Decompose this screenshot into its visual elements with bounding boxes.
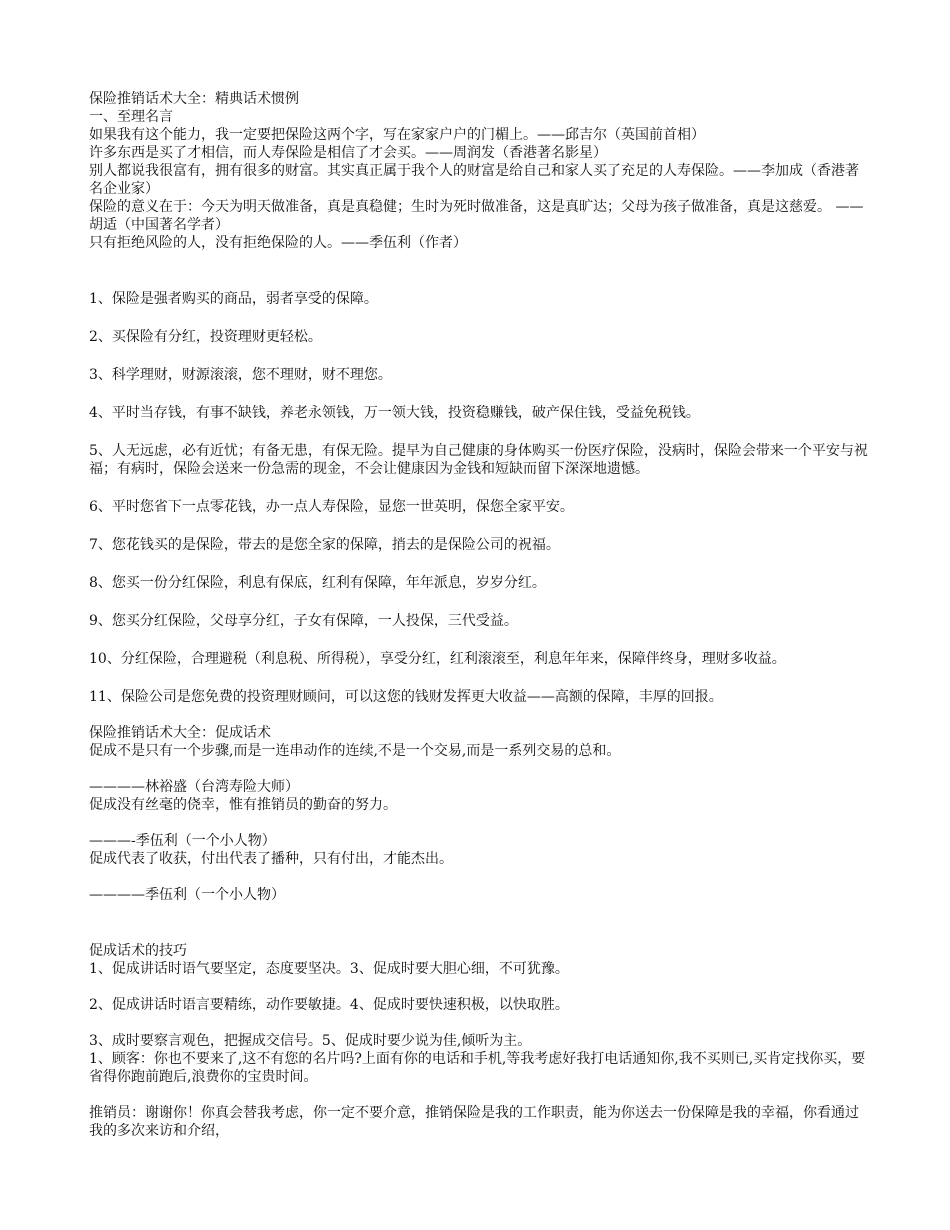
quote-3: 别人都说我很富有，拥有很多的财富。其实真正属于我个人的财富是给自己和家人买了充足的人寿保险。——李加成（香港著名企业家） [89,163,859,197]
doc-title: 保险推销话术大全：精典话术惯例 [89,91,299,107]
quote-5: 只有拒绝风险的人，没有拒绝保险的人。——季伍利（作者） [89,235,467,251]
tips-title: 促成话术的技巧 [89,943,187,959]
list-item: 8、您买一份分红保险，利息有保底，红利有保障，年年派息，岁岁分红。 [89,575,546,591]
tip-item: 3、成时要察言观色，把握成交信号。5、促成时要少说为佳,倾听为主。 [89,1033,532,1049]
list-item: 9、您买分红保险，父母享分红，子女有保障，一人投保，三代受益。 [89,613,518,629]
list-item: 7、您花钱买的是保险，带去的是您全家的保障，捎去的是保险公司的祝福。 [89,537,560,553]
salesman-dialogue: 推销员：谢谢你！你真会替我考虑，你一定不要介意，推销保险是我的工作职责，能为你送去一份保障是我的幸福，你看通过我的多次来访和介绍， [89,1105,859,1139]
customer-dialogue: 1、顾客：你也不要来了,这不有您的名片吗?上面有你的电话和手机,等我考虑好我打电话通知你,我不买则已,买肯定找你买，要省得你跑前跑后,浪费你的宝贵时间。 [89,1051,866,1085]
closing-signature-2: ———-季伍利（一个小人物） [89,833,276,849]
list-item: 4、平时当存钱，有事不缺钱，养老永领钱，万一领大钱，投资稳赚钱，破产保住钱，受益免税钱。 [89,405,700,421]
tip-item: 2、促成讲话时语言要精练，动作要敏捷。4、促成时要快速积极，以快取胜。 [89,997,569,1013]
list-item: 10、分红保险，合理避税（利息税、所得税），享受分红，红利滚滚至，利息年年来，保障伴终身，理财多收益。 [89,651,786,667]
numbered-list [89,290,869,706]
list-item: 5、人无远虑，必有近忧；有备无患，有保无险。提早为自己健康的身体购买一份医疗保险，没病时，保险会带来一个平安与祝福；有病时，保险会送来一份急需的现金，不会让健康因为金钱和短缺而留下深深地遗憾。 [89,443,868,477]
closing-line-2: 促成没有丝毫的侥幸，惟有推销员的勤奋的努力。 [89,797,397,813]
tip-item: 1、促成讲话时语气要坚定，态度要坚决。3、促成时要大胆心细，不可犹豫。 [89,961,569,977]
document-page [89,90,869,1140]
quote-1: 如果我有这个能力，我一定要把保险这两个字，写在家家户户的门楣上。——邱吉尔（英国前首相） [89,127,705,143]
closing-line-1: 促成不是只有一个步骤,而是一连串动作的连续,不是一个交易,而是一系列交易的总和。 [89,743,621,759]
section-heading-quotes: 一、至理名言 [89,109,173,125]
quote-4: 保险的意义在于：今天为明天做准备，真是真稳健；生时为死时做准备，这是真旷达；父母为孩子做准备，真是这慈爱。 ——胡适（中国著名学者） [89,199,864,233]
list-item: 6、平时您省下一点零花钱，办一点人寿保险，显您一世英明，保您全家平安。 [89,499,574,515]
closing-signature-1: ————林裕盛（台湾寿险大师） [89,779,299,795]
list-item: 11、保险公司是您免费的投资理财顾问，可以这您的钱财发挥更大收益——高额的保障，丰厚的回报。 [89,689,723,705]
list-item: 2、买保险有分红，投资理财更轻松。 [89,329,322,345]
closing-signature-3: ————季伍利（一个小人物） [89,887,285,903]
closing-line-3: 促成代表了收获，付出代表了播种，只有付出，才能杰出。 [89,851,453,867]
closing-title: 保险推销话术大全：促成话术 [89,725,271,741]
quote-2: 许多东西是买了才相信，而人寿保险是相信了才会买。——周润发（香港著名影星） [89,145,607,161]
list-item: 3、科学理财，财源滚滚，您不理财，财不理您。 [89,367,392,383]
list-item: 1、保险是强者购买的商品，弱者享受的保障。 [89,291,378,307]
